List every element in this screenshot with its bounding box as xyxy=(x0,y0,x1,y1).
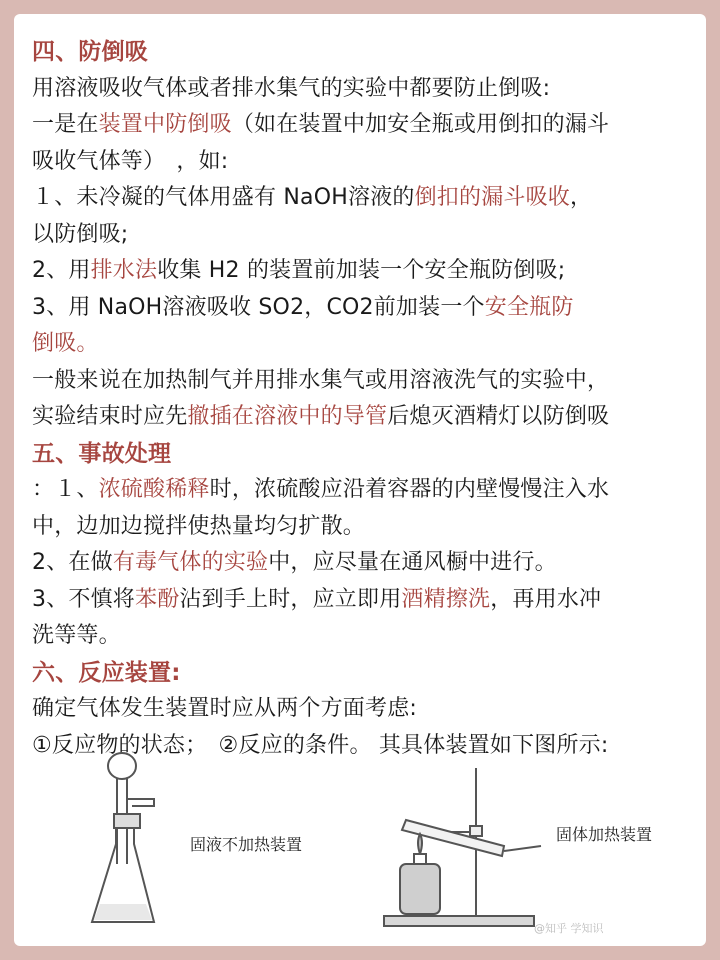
list-item-continued: 倒吸。 xyxy=(32,331,99,356)
solid-heating-apparatus-illustration xyxy=(376,766,566,936)
left-figure-caption: 固液不加热装置 xyxy=(190,835,303,854)
paragraph: 一是在装置中防倒吸（如在装置中加安全瓶或用倒扣的漏斗 xyxy=(32,112,610,137)
list-item: 3、用 NaOH溶液吸收 SO2，CO2前加装一个安全瓶防 xyxy=(32,294,574,320)
section-4-heading: 四、防倒吸 xyxy=(32,39,148,65)
list-item-continued: 以防倒吸; xyxy=(32,221,129,247)
list-item-continued: 洗等等。 xyxy=(32,623,121,648)
document-card xyxy=(14,14,706,946)
paragraph: 吸收气体等） ，如: xyxy=(32,148,229,174)
right-figure-caption: 固体加热装置 xyxy=(556,825,653,844)
list-item: １、未冷凝的气体用盛有 NaOH溶液的倒扣的漏斗吸收， xyxy=(32,185,593,210)
paragraph: 用溶液吸收气体或者排水集气的实验中都要防止倒吸: xyxy=(32,75,551,101)
list-item: 2、在做有毒气体的实验中，应尽量在通风橱中进行。 xyxy=(32,550,557,575)
highlight: 装置中防倒吸 xyxy=(98,112,232,137)
highlight: 酒精擦洗 xyxy=(401,586,491,612)
highlight: 排水法 xyxy=(90,258,158,283)
list-item: 2、用排水法收集 H2 的装置前加装一个安全瓶防倒吸; xyxy=(32,258,566,283)
highlight: 安全瓶防 xyxy=(484,294,574,320)
section-6-heading: 六、反应装置: xyxy=(32,659,181,686)
highlight: 苯酚 xyxy=(135,586,180,612)
paragraph: 实验结束时应先撤插在溶液中的导管后熄灭酒精灯以防倒吸 xyxy=(32,404,610,429)
section-5-heading: 五、事故处理 xyxy=(32,440,172,467)
document-body xyxy=(32,34,692,764)
list-item: ：１、浓硫酸稀释时，浓硫酸应沿着容器的内壁慢慢注入水 xyxy=(32,477,610,502)
highlight: 浓硫酸稀释 xyxy=(98,477,210,502)
paragraph: 确定气体发生装置时应从两个方面考虑: xyxy=(32,696,418,721)
paragraph: ①反应物的状态； ②反应的条件。 其具体装置如下图所示: xyxy=(32,732,609,758)
list-item: 3、不慎将苯酚沾到手上时，应立即用酒精擦洗，再用水冲 xyxy=(32,586,602,612)
watermark: @知乎 学知识 xyxy=(534,922,604,935)
paragraph: 一般来说在加热制气并用排水集气或用溶液洗气的实验中， xyxy=(32,367,610,393)
solid-liquid-apparatus-illustration xyxy=(84,744,204,944)
highlight: 有毒气体的实验 xyxy=(112,550,269,575)
highlight: 撤插在溶液中的导管 xyxy=(187,404,388,429)
highlight: 倒扣的漏斗吸收 xyxy=(414,185,570,210)
list-item-continued: 中，边加边搅拌使热量均匀扩散。 xyxy=(32,513,366,539)
